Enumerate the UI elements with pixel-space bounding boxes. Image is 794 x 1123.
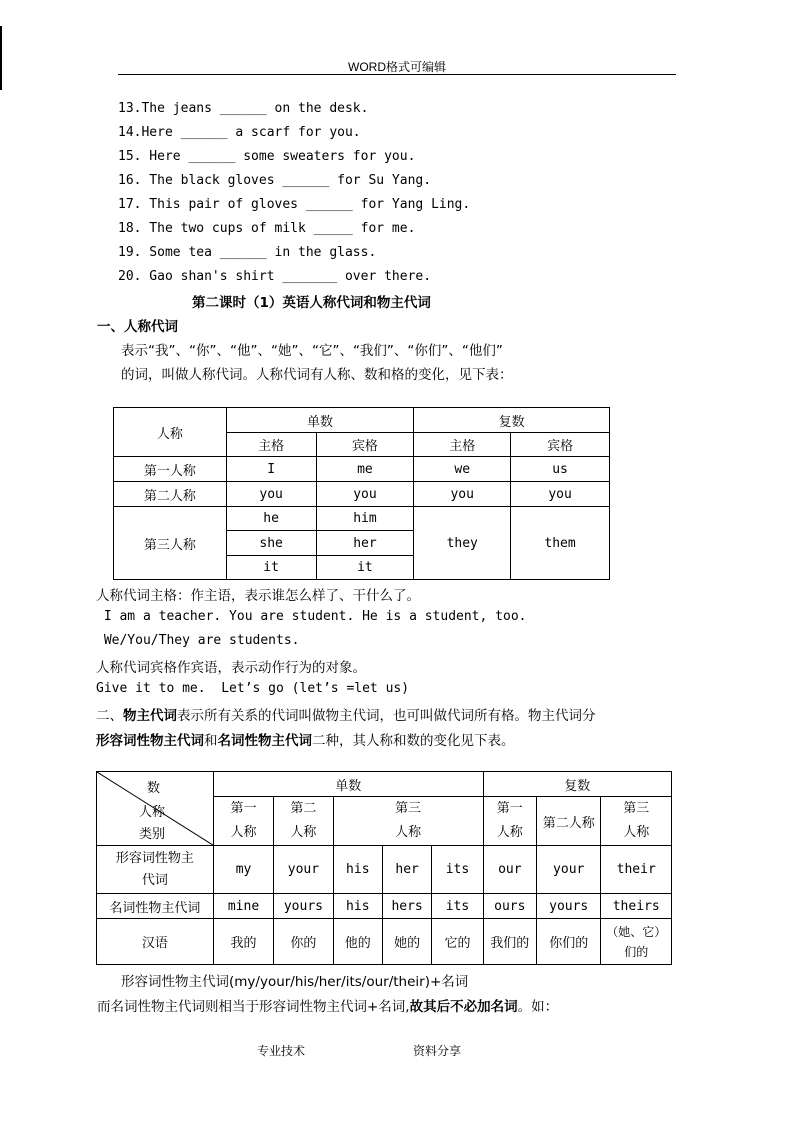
cell: 她的 xyxy=(382,919,431,965)
object-note: 人称代词宾格作宾语，表示动作行为的对象。 xyxy=(96,660,366,676)
exercise-16: 16. The black gloves ______ for Su Yang. xyxy=(118,173,432,188)
cell: 你的 xyxy=(274,919,333,965)
exercise-20: 20. Gao shan's shirt _______ over there. xyxy=(118,269,432,284)
subject-note: 人称代词主格：作主语，表示谁怎么样了、干什么了。 xyxy=(96,588,420,604)
cell: your xyxy=(274,846,333,894)
left-margin-bar xyxy=(0,26,2,90)
table-row xyxy=(114,482,610,507)
closing-suffix: 。如： xyxy=(517,999,559,1015)
cell: his xyxy=(333,894,382,919)
page-header: WORD格式可编辑 xyxy=(348,60,446,74)
closing-line-1: 形容词性物主代词(my/your/his/her/its/our/their)+名词 xyxy=(121,974,469,990)
noun-possessive-term: 名词性物主代词 xyxy=(217,733,312,749)
row-label: 名词性物主代词 xyxy=(97,894,214,919)
table2-corner xyxy=(97,772,214,846)
section1-intro-2: 的词，叫做人称代词。人称代词有人称、数和格的变化，见下表： xyxy=(121,367,513,383)
section1-heading: 一、人称代词 xyxy=(97,319,178,335)
row-label: 第一人称 xyxy=(114,457,227,482)
cell: you xyxy=(226,482,316,507)
possessive-pronoun-table xyxy=(96,771,672,965)
closing-emphasis: 故其后不必加名词 xyxy=(409,999,518,1015)
person-header: 第二 人称 xyxy=(274,797,333,846)
exercise-17: 17. This pair of gloves ______ for Yang Ling. xyxy=(118,197,471,212)
section2-rest-2: 二种，其人称和数的变化见下表。 xyxy=(312,733,515,749)
cell: theirs xyxy=(601,894,672,919)
cell: it xyxy=(316,556,414,580)
closing-prefix: 而名词性物主代词则相当于形容词性物主代词+名词, xyxy=(97,999,410,1015)
cell: yours xyxy=(536,894,600,919)
cell: hers xyxy=(382,894,431,919)
row-label: 汉语 xyxy=(97,919,214,965)
table1-subj-header: 主格 xyxy=(414,433,511,457)
exercise-14: 14.Here ______ a scarf for you. xyxy=(118,125,361,140)
cell: I xyxy=(226,457,316,482)
table1-corner: 人称 xyxy=(114,408,227,457)
header-rule xyxy=(118,74,676,75)
section2-rest: 表示所有关系的代词叫做物主代词，也可叫做代词所有格。物主代词分 xyxy=(177,708,596,724)
cell: 我的 xyxy=(213,919,273,965)
row-label: 第二人称 xyxy=(114,482,227,507)
table-row xyxy=(114,507,610,531)
row-label: 第三人称 xyxy=(114,507,227,580)
example-1: I am a teacher. You are student. He is a student, too. xyxy=(96,609,527,624)
person-header: 第一 人称 xyxy=(213,797,273,846)
cell: ours xyxy=(483,894,536,919)
table1-subj-header: 主格 xyxy=(226,433,316,457)
cell: her xyxy=(316,531,414,556)
cell: it xyxy=(226,556,316,580)
table2-plural-header: 复数 xyxy=(483,772,671,797)
section2-prefix: 二、 xyxy=(96,708,123,724)
footer-left: 专业技术 xyxy=(257,1044,306,1058)
section2-term: 物主代词 xyxy=(123,708,177,724)
cell: us xyxy=(511,457,610,482)
corner-number: 数 xyxy=(147,781,161,796)
table-row xyxy=(114,457,610,482)
cell: its xyxy=(432,846,483,894)
closing-line-2 xyxy=(97,995,558,1015)
table1-plural-header: 复数 xyxy=(414,408,610,433)
cell: our xyxy=(483,846,536,894)
person-header: 第三 人称 xyxy=(333,797,483,846)
cell: mine xyxy=(213,894,273,919)
conjunction: 和 xyxy=(204,733,218,749)
exercise-15: 15. Here ______ some sweaters for you. xyxy=(118,149,416,164)
cell: him xyxy=(316,507,414,531)
cell: your xyxy=(536,846,600,894)
cell: （她、它） 们的 xyxy=(601,919,672,965)
cell: her xyxy=(382,846,431,894)
cell: 它的 xyxy=(432,919,483,965)
person-header: 第二人称 xyxy=(536,797,600,846)
exercise-18: 18. The two cups of milk _____ for me. xyxy=(118,221,416,236)
example-3: Give it to me. Let’s go (let’s =let us) xyxy=(96,681,410,696)
cell: he xyxy=(226,507,316,531)
cell: you xyxy=(414,482,511,507)
section1-intro-1: 表示“我”、“你”、“他”、“她”、“它”、“我们”、“你们”、“他们” xyxy=(121,343,503,359)
cell: 他的 xyxy=(333,919,382,965)
cell: you xyxy=(316,482,414,507)
cell: she xyxy=(226,531,316,556)
table2-singular-header: 单数 xyxy=(213,772,483,797)
person-header: 第一 人称 xyxy=(483,797,536,846)
cell: me xyxy=(316,457,414,482)
adj-possessive-term: 形容词性物主代词 xyxy=(96,733,204,749)
row-label: 形容词性物主 代词 xyxy=(97,846,214,894)
cell: my xyxy=(213,846,273,894)
exercise-13: 13.The jeans ______ on the desk. xyxy=(118,101,369,116)
footer-right: 资料分享 xyxy=(413,1044,462,1058)
cell: yours xyxy=(274,894,333,919)
cell: their xyxy=(601,846,672,894)
corner-person: 人称 xyxy=(139,805,166,820)
table1-obj-header: 宾格 xyxy=(316,433,414,457)
cell: you xyxy=(511,482,610,507)
table-row xyxy=(97,846,672,894)
personal-pronoun-table xyxy=(113,407,610,580)
table-row xyxy=(97,919,672,965)
cell: we xyxy=(414,457,511,482)
table1-singular-header: 单数 xyxy=(226,408,414,433)
cell: 我们的 xyxy=(483,919,536,965)
person-header: 第三 人称 xyxy=(601,797,672,846)
section2-line1 xyxy=(96,704,596,724)
table1-obj-header: 宾格 xyxy=(511,433,610,457)
cell: its xyxy=(432,894,483,919)
section2-line2 xyxy=(96,729,515,749)
table-row xyxy=(97,894,672,919)
cell: they xyxy=(414,507,511,580)
cell: his xyxy=(333,846,382,894)
lesson-title: 第二课时（1）英语人称代词和物主代词 xyxy=(192,295,431,311)
example-2: We/You/They are students. xyxy=(96,633,300,648)
corner-category: 类别 xyxy=(139,827,166,842)
exercise-19: 19. Some tea ______ in the glass. xyxy=(118,245,377,260)
cell: them xyxy=(511,507,610,580)
cell: 你们的 xyxy=(536,919,600,965)
